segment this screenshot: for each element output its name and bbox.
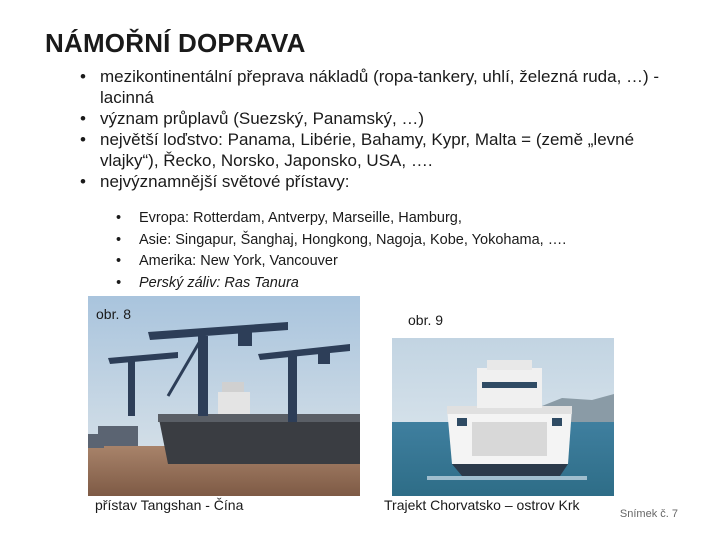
figure-label-9: obr. 9 bbox=[408, 312, 444, 328]
sub-bullet-item: • Evropa: Rotterdam, Antverpy, Marseille, Hamburg, bbox=[116, 208, 676, 230]
sub-bullet-item: • Perský záliv: Ras Tanura bbox=[116, 273, 676, 295]
figure-caption-8: přístav Tangshan - Čína bbox=[95, 497, 244, 513]
figure-caption-9: Trajekt Chorvatsko – ostrov Krk bbox=[384, 497, 580, 513]
slide-title: NÁMOŘNÍ DOPRAVA bbox=[45, 28, 306, 58]
sub-bullet-item: • Amerika: New York, Vancouver bbox=[116, 251, 676, 273]
bullet-item: • mezikontinentální přeprava nákladů (ropa-tankery, uhlí, železná ruda, …) - lacinná bbox=[80, 66, 680, 108]
figure-label-8: obr. 8 bbox=[96, 306, 132, 322]
bullet-item: • význam průplavů (Suezský, Panamský, …) bbox=[80, 108, 680, 129]
port-tangshan-photo bbox=[88, 296, 360, 496]
bullet-item: • největší loďstvo: Panama, Libérie, Bahamy, Kypr, Malta = (země „levné vlajky“), Řecko, Norsko, Japonsko, USA, …. bbox=[80, 129, 680, 171]
main-bullet-list bbox=[80, 66, 680, 192]
ports-sub-list bbox=[116, 208, 676, 294]
slide-number: Snímek č. 7 bbox=[619, 508, 678, 520]
bullet-item: • nejvýznamnější světové přístavy: bbox=[80, 171, 680, 192]
sub-bullet-item: • Asie: Singapur, Šanghaj, Hongkong, Nagoja, Kobe, Yokohama, …. bbox=[116, 230, 676, 252]
ferry-krk-photo bbox=[392, 338, 614, 496]
